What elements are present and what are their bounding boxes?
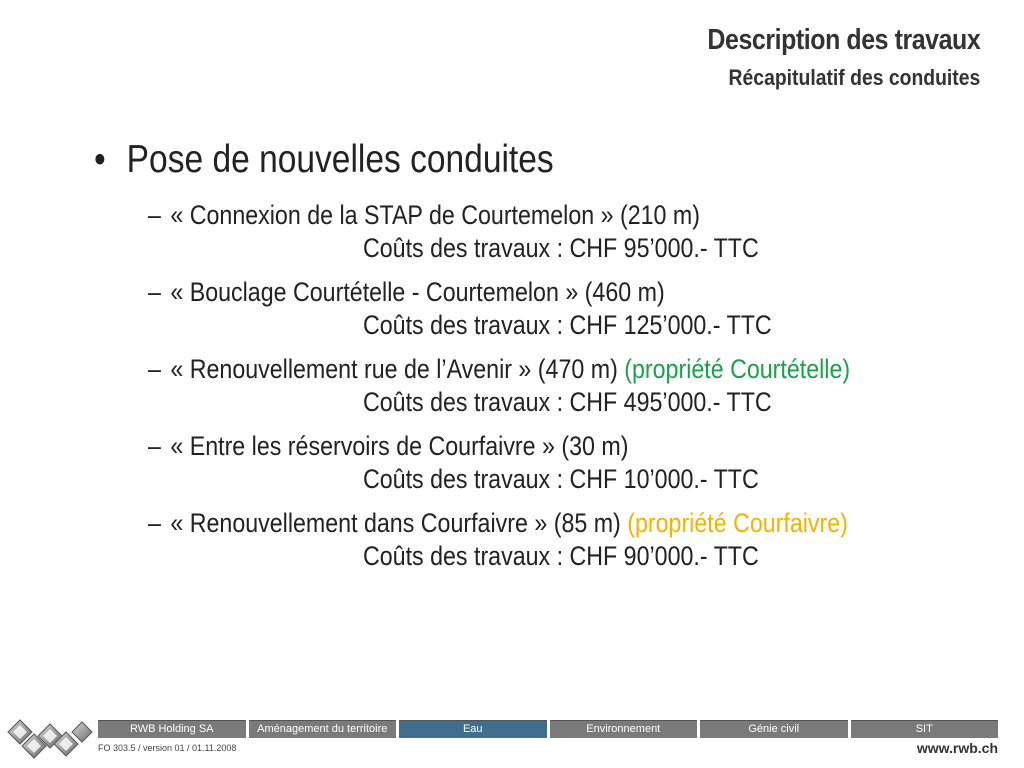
item-cost: Coûts des travaux : CHF 495’000.- TTC — [363, 387, 772, 417]
dash-marker: – — [148, 200, 161, 230]
ownership-note: (propriété Courfaivre) — [627, 508, 848, 538]
item-name: « Connexion de la STAP de Courtemelon » (210 m) — [170, 200, 700, 230]
main-heading: Pose de nouvelles conduites — [126, 138, 554, 181]
nav-item-amenagement[interactable]: Aménagement du territoire — [249, 720, 397, 738]
dash-marker: – — [148, 431, 161, 461]
item-cost: Coûts des travaux : CHF 90’000.- TTC — [363, 541, 759, 571]
nav-item-environnement[interactable]: Environnement — [550, 720, 698, 738]
dash-marker: – — [148, 354, 161, 384]
item-name: « Bouclage Courtételle - Courtemelon » (460 m) — [170, 277, 665, 307]
bullet-dot: • — [94, 138, 106, 181]
item-name: « Renouvellement dans Courfaivre » (85 m) — [170, 508, 628, 538]
item-cost: Coûts des travaux : CHF 125’000.- TTC — [363, 310, 772, 340]
rwb-logo-icon — [4, 714, 94, 762]
nav-item-rwb-holding[interactable]: RWB Holding SA — [98, 720, 246, 738]
dash-marker: – — [148, 277, 161, 307]
list-item — [148, 507, 988, 573]
division-nav — [98, 720, 998, 738]
website-link[interactable]: www.rwb.ch — [916, 740, 998, 756]
slide-title: Description des travaux — [707, 24, 980, 56]
item-name: « Entre les réservoirs de Courfaivre » (30 m) — [170, 431, 629, 461]
nav-item-genie-civil[interactable]: Génie civil — [700, 720, 848, 738]
nav-item-eau[interactable]: Eau — [399, 720, 547, 738]
list-item — [148, 199, 988, 265]
list-item — [148, 276, 988, 342]
item-name: « Renouvellement rue de l’Avenir » (470 m) — [170, 354, 625, 384]
list-item — [148, 430, 988, 496]
slide-subtitle: Récapitulatif des conduites — [728, 65, 980, 90]
list-item — [148, 353, 988, 419]
nav-item-sit[interactable]: SIT — [851, 720, 999, 738]
slide-footer — [0, 706, 1024, 768]
main-bullet — [94, 138, 554, 182]
document-reference: FO 303.5 / version 01 / 01.11.2008 — [98, 743, 237, 753]
ownership-note: (propriété Courtételle) — [624, 354, 851, 384]
dash-marker: – — [148, 508, 161, 538]
item-cost: Coûts des travaux : CHF 95’000.- TTC — [363, 233, 759, 263]
slide-header — [663, 24, 980, 91]
item-cost: Coûts des travaux : CHF 10’000.- TTC — [363, 464, 759, 494]
pipe-items-list — [148, 199, 988, 584]
